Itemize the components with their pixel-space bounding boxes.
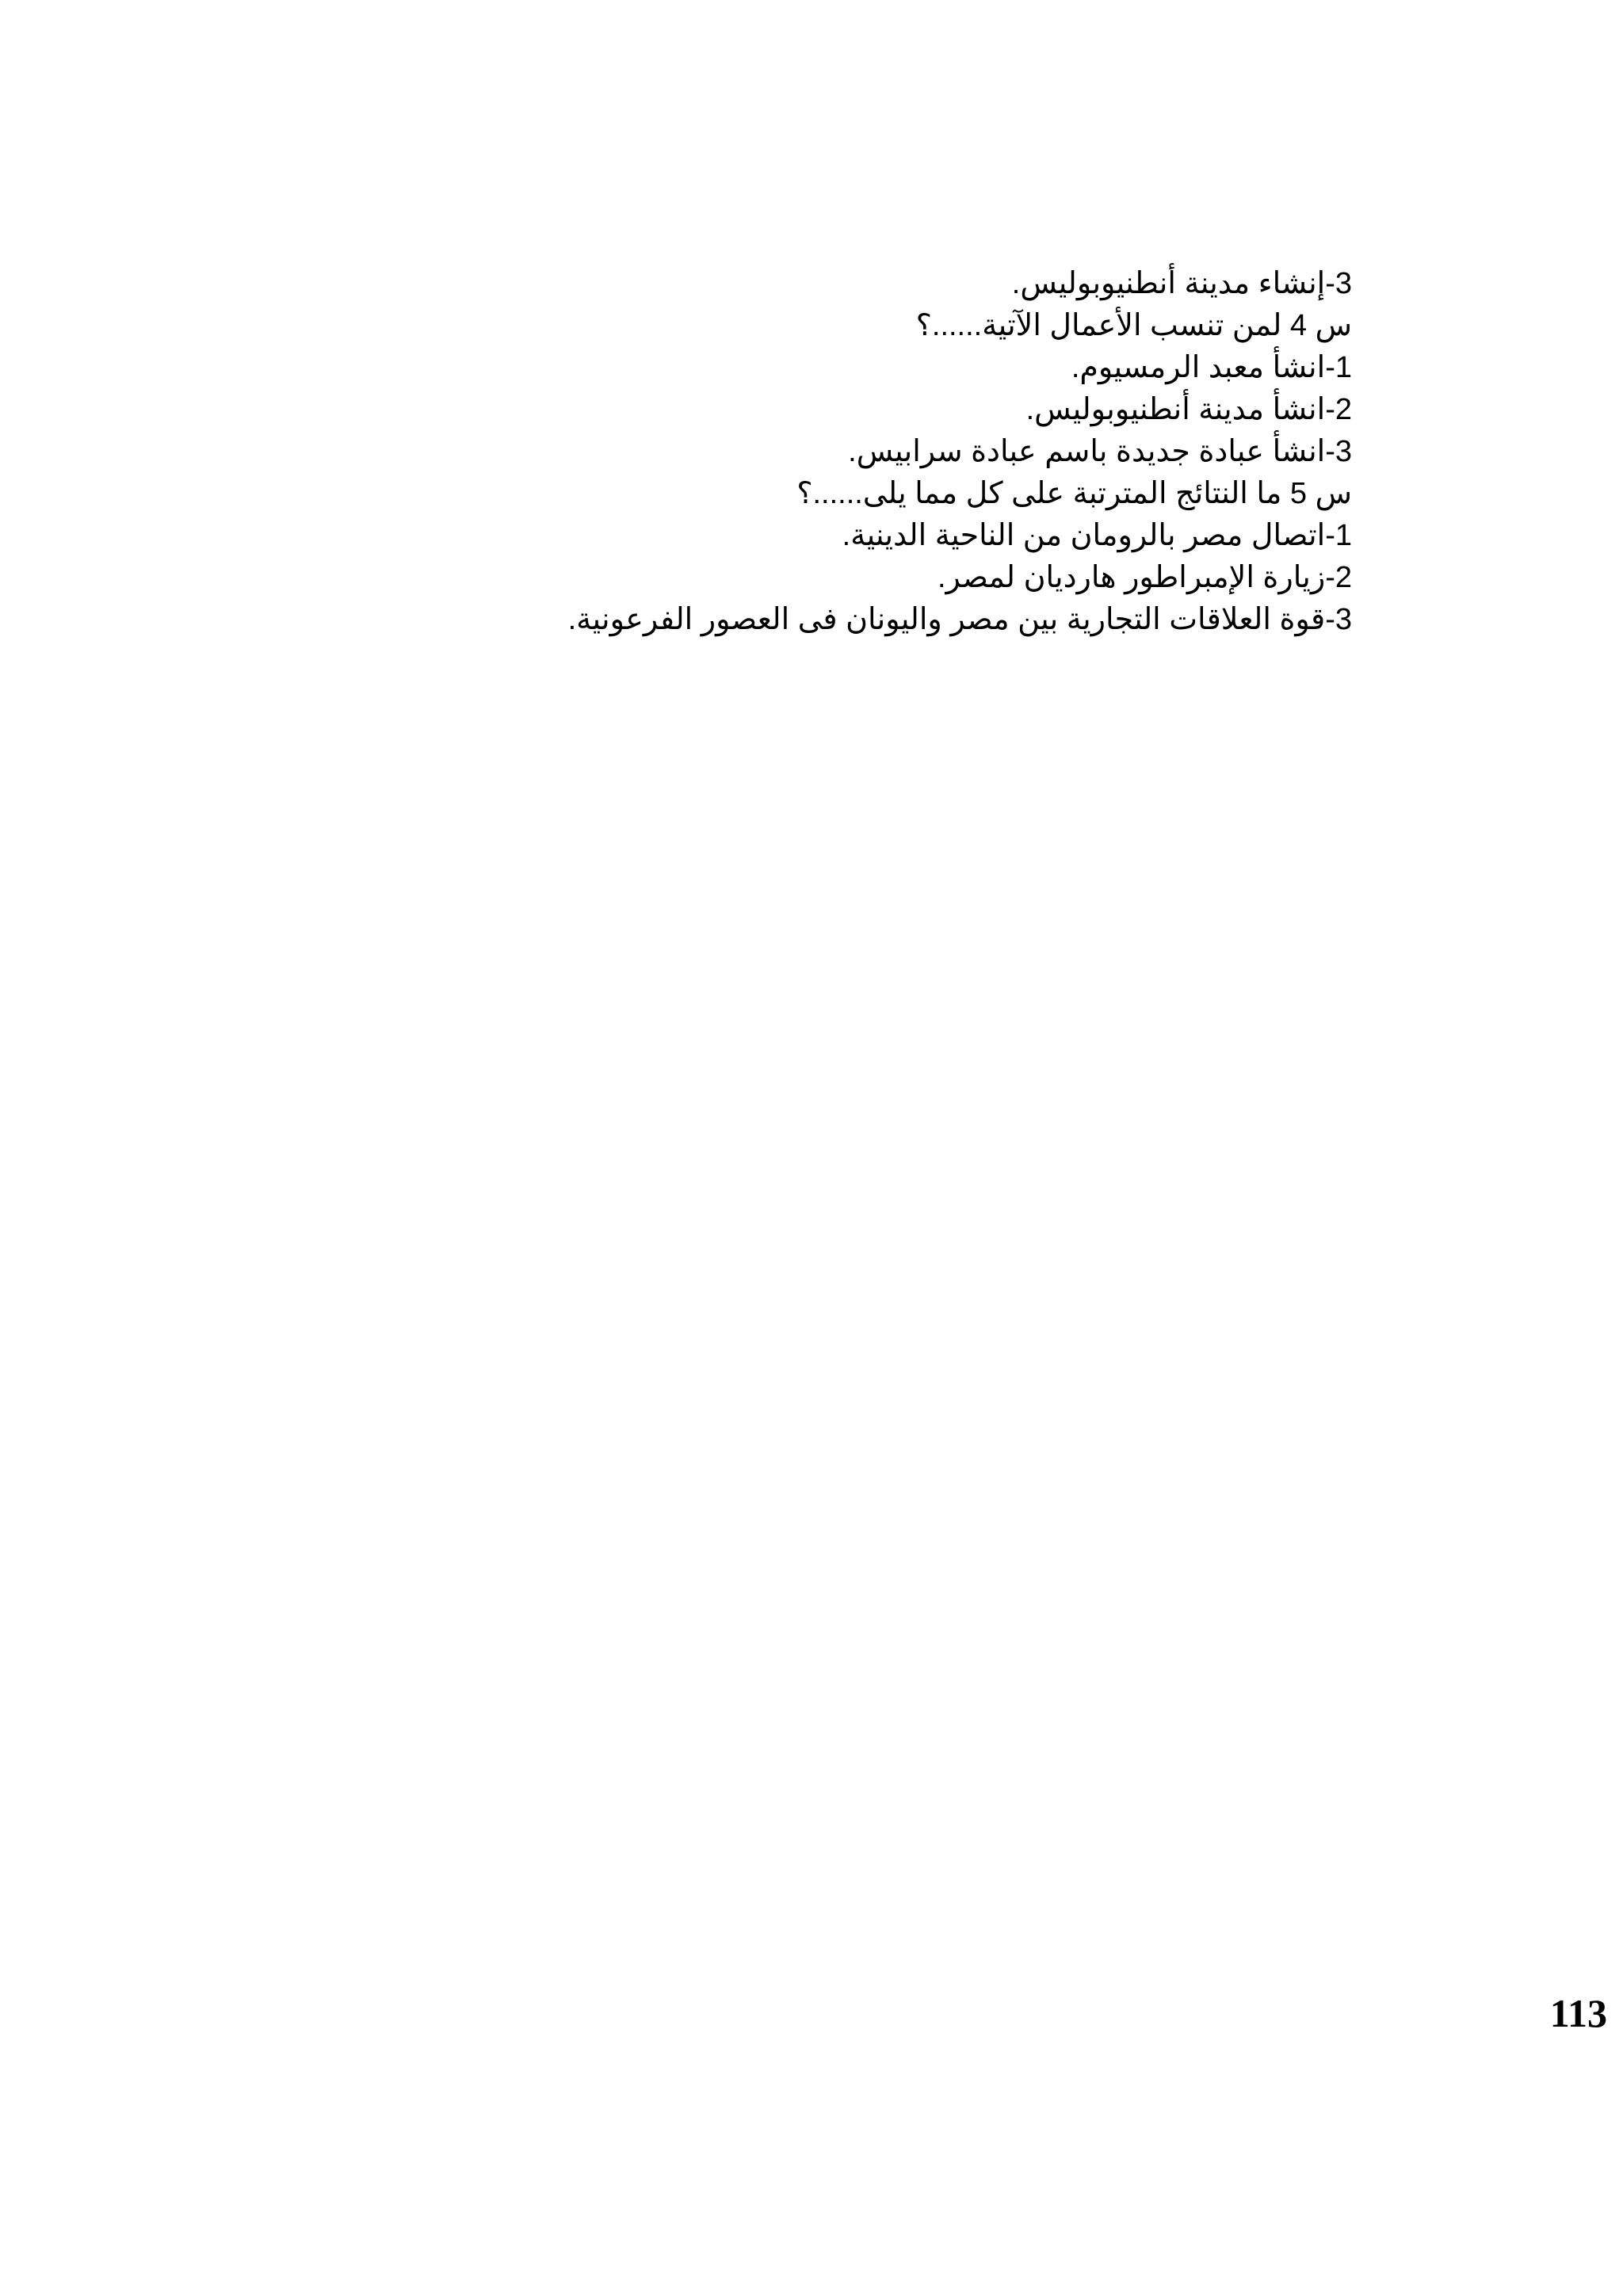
page-number: 113	[1549, 1991, 1607, 2035]
question-line: س 4 لمن تنسب الأعمال الآتية......؟	[915, 309, 1352, 342]
item-line: 3-قوة العلاقات التجارية بين مصر واليونان فى العصور الفرعونية.	[567, 603, 1352, 636]
question-line: س 5 ما النتائج المترتبة على كل مما يلى......؟	[796, 477, 1352, 510]
item-line: 2-زيارة الإمبراطور هارديان لمصر.	[937, 561, 1352, 594]
item-line: 1-انشأ معبد الرمسيوم.	[1071, 351, 1352, 384]
answer-line: 3-إنشاء مدينة أنطنيوبوليس.	[1011, 267, 1352, 300]
item-line: 2-انشأ مدينة أنطنيوبوليس.	[1025, 393, 1352, 426]
item-line: 1-اتصال مصر بالرومان من الناحية الدينية.	[842, 519, 1352, 552]
document-body	[242, 263, 1352, 641]
item-line: 3-انشأ عبادة جديدة باسم عبادة سرابيس.	[848, 435, 1352, 468]
